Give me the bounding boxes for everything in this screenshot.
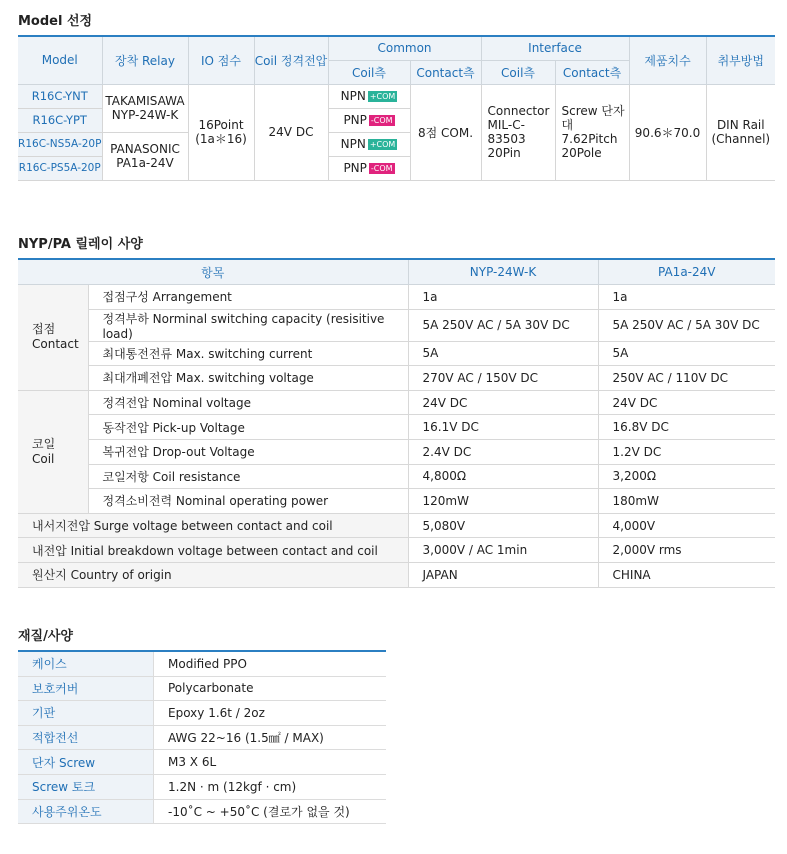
spec-value-nyp: 5A	[408, 341, 598, 366]
spec-value-pa1a: 1a	[598, 285, 775, 310]
relay-part: NYP-24W-K	[111, 108, 179, 122]
spec-label: 정격부하 Norminal switching capacity (resisitive load)	[88, 309, 408, 341]
material-key: 보호커버	[18, 676, 154, 701]
common-type: NPN	[340, 89, 366, 103]
common-coil-cell	[328, 156, 410, 180]
interface-coil-cell	[481, 84, 555, 180]
io-points: 16Point	[198, 118, 244, 132]
io-cell	[188, 84, 254, 180]
interface-coil-line: 20Pin	[487, 146, 521, 160]
relay-cell	[102, 132, 188, 180]
spec-label: 내서지전압 Surge voltage between contact and coil	[18, 513, 408, 538]
spec-value-pa1a: 180mW	[598, 489, 775, 514]
interface-coil-line: Connector	[487, 104, 550, 118]
spec-value-nyp: 16.1V DC	[408, 415, 598, 440]
spec-value-pa1a: 5A 250V AC / 5A 30V DC	[598, 309, 775, 341]
model-cell: R16C-NS5A-20P	[18, 132, 102, 156]
spec-value-nyp: 270V AC / 150V DC	[408, 366, 598, 391]
material-value: Epoxy 1.6t / 2oz	[154, 701, 387, 726]
group-label-ko: 접점	[32, 322, 56, 337]
relay-cell	[102, 84, 188, 132]
section-title-model: Model 선정	[18, 14, 93, 29]
spec-value-pa1a: 3,200Ω	[598, 464, 775, 489]
header-interface: Interface	[481, 36, 629, 60]
spec-label: 최대통전전류 Max. switching current	[88, 341, 408, 366]
coil-voltage-cell: 24V DC	[254, 84, 328, 180]
relay-spec-table	[18, 258, 775, 588]
size-cell: 90.6＊70.0	[629, 84, 706, 180]
spec-value-nyp: 5A 250V AC / 5A 30V DC	[408, 309, 598, 341]
relay-maker: PANASONIC	[110, 142, 180, 156]
material-key: 단자 Screw	[18, 750, 154, 775]
spec-label: 동작전압 Pick-up Voltage	[88, 415, 408, 440]
header-nyp: NYP-24W-K	[408, 259, 598, 285]
material-key: 적합전선	[18, 725, 154, 750]
common-type: NPN	[340, 137, 366, 151]
common-coil-cell	[328, 108, 410, 132]
spec-value-nyp: 2.4V DC	[408, 439, 598, 464]
io-config: (1a＊16)	[195, 132, 247, 146]
minus-com-tag: -COM	[370, 164, 393, 173]
common-coil-cell	[328, 84, 410, 108]
spec-label: 정격소비전력 Nominal operating power	[88, 489, 408, 514]
common-coil-cell	[328, 132, 410, 156]
header-io: IO 점수	[188, 36, 254, 84]
model-selection-table	[18, 35, 775, 181]
header-interface-contact: Contact측	[555, 60, 629, 84]
common-type: PNP	[343, 161, 367, 175]
plus-com-tag: +COM	[369, 92, 396, 101]
group-label-en: Contact	[32, 337, 79, 352]
material-key: Screw 토크	[18, 774, 154, 799]
material-value: AWG 22~16 (1.5㎟ / MAX)	[154, 725, 387, 750]
spec-value-nyp: JAPAN	[408, 562, 598, 587]
spec-label: 접점구성 Arrangement	[88, 285, 408, 310]
relay-part: PA1a-24V	[116, 156, 174, 170]
spec-value-pa1a: 16.8V DC	[598, 415, 775, 440]
spec-label: 복귀전압 Drop-out Voltage	[88, 439, 408, 464]
section-title-spec: NYP/PA 릴레이 사양	[18, 237, 143, 252]
spec-label: 내전압 Initial breakdown voltage between contact and coil	[18, 538, 408, 563]
spec-value-nyp: 1a	[408, 285, 598, 310]
header-relay: 장착 Relay	[102, 36, 188, 84]
relay-maker: TAKAMISAWA	[105, 94, 185, 108]
interface-contact-line: Screw 단자대	[561, 104, 625, 132]
interface-coil-line: MIL-C-83503	[487, 118, 526, 146]
model-cell: R16C-PS5A-20P	[18, 156, 102, 180]
material-key: 기판	[18, 701, 154, 726]
spec-value-pa1a: 5A	[598, 341, 775, 366]
spec-value-pa1a: 1.2V DC	[598, 439, 775, 464]
spec-value-pa1a: 4,000V	[598, 513, 775, 538]
spec-value-pa1a: 2,000V rms	[598, 538, 775, 563]
group-label-ko: 코일	[32, 436, 56, 451]
header-size: 제품치수	[629, 36, 706, 84]
section-title-material: 재질/사양	[18, 629, 73, 644]
interface-contact-line: 20Pole	[561, 146, 602, 160]
material-value: 1.2N · m (12kgf · cm)	[154, 774, 387, 799]
spec-value-pa1a: CHINA	[598, 562, 775, 587]
material-value: Modified PPO	[154, 651, 387, 676]
group-coil	[18, 390, 88, 513]
header-coil-voltage: Coil 정격전압	[254, 36, 328, 84]
mount-line: (Channel)	[711, 132, 771, 146]
spec-value-pa1a: 24V DC	[598, 390, 775, 415]
spec-label: 최대개폐전압 Max. switching voltage	[88, 366, 408, 391]
header-common: Common	[328, 36, 481, 60]
header-mount: 취부방법	[706, 36, 775, 84]
material-value: -10˚C ~ +50˚C (결로가 없을 것)	[154, 799, 387, 824]
spec-value-nyp: 24V DC	[408, 390, 598, 415]
mount-cell	[706, 84, 775, 180]
spec-value-nyp: 5,080V	[408, 513, 598, 538]
material-value: M3 X 6L	[154, 750, 387, 775]
mount-line: DIN Rail	[716, 118, 765, 132]
material-value: Polycarbonate	[154, 676, 387, 701]
interface-contact-line: 7.62Pitch	[561, 132, 618, 146]
interface-contact-cell	[555, 84, 629, 180]
material-table	[18, 650, 386, 824]
spec-label: 원산지 Country of origin	[18, 562, 408, 587]
header-pa1a: PA1a-24V	[598, 259, 775, 285]
header-common-coil: Coil측	[328, 60, 410, 84]
plus-com-tag: +COM	[369, 140, 396, 149]
header-item: 항목	[18, 259, 408, 285]
header-common-contact: Contact측	[410, 60, 481, 84]
header-model: Model	[18, 36, 102, 84]
material-key: 사용주위온도	[18, 799, 154, 824]
spec-value-nyp: 120mW	[408, 489, 598, 514]
minus-com-tag: -COM	[370, 116, 393, 125]
model-cell: R16C-YPT	[18, 108, 102, 132]
group-contact	[18, 285, 88, 391]
spec-value-pa1a: 250V AC / 110V DC	[598, 366, 775, 391]
header-interface-coil: Coil측	[481, 60, 555, 84]
common-type: PNP	[343, 113, 367, 127]
spec-label: 코일저항 Coil resistance	[88, 464, 408, 489]
spec-value-nyp: 3,000V / AC 1min	[408, 538, 598, 563]
material-key: 케이스	[18, 651, 154, 676]
group-label-en: Coil	[32, 451, 55, 466]
spec-value-nyp: 4,800Ω	[408, 464, 598, 489]
spec-label: 정격전압 Nominal voltage	[88, 390, 408, 415]
common-contact-cell: 8점 COM.	[410, 84, 481, 180]
model-cell: R16C-YNT	[18, 84, 102, 108]
